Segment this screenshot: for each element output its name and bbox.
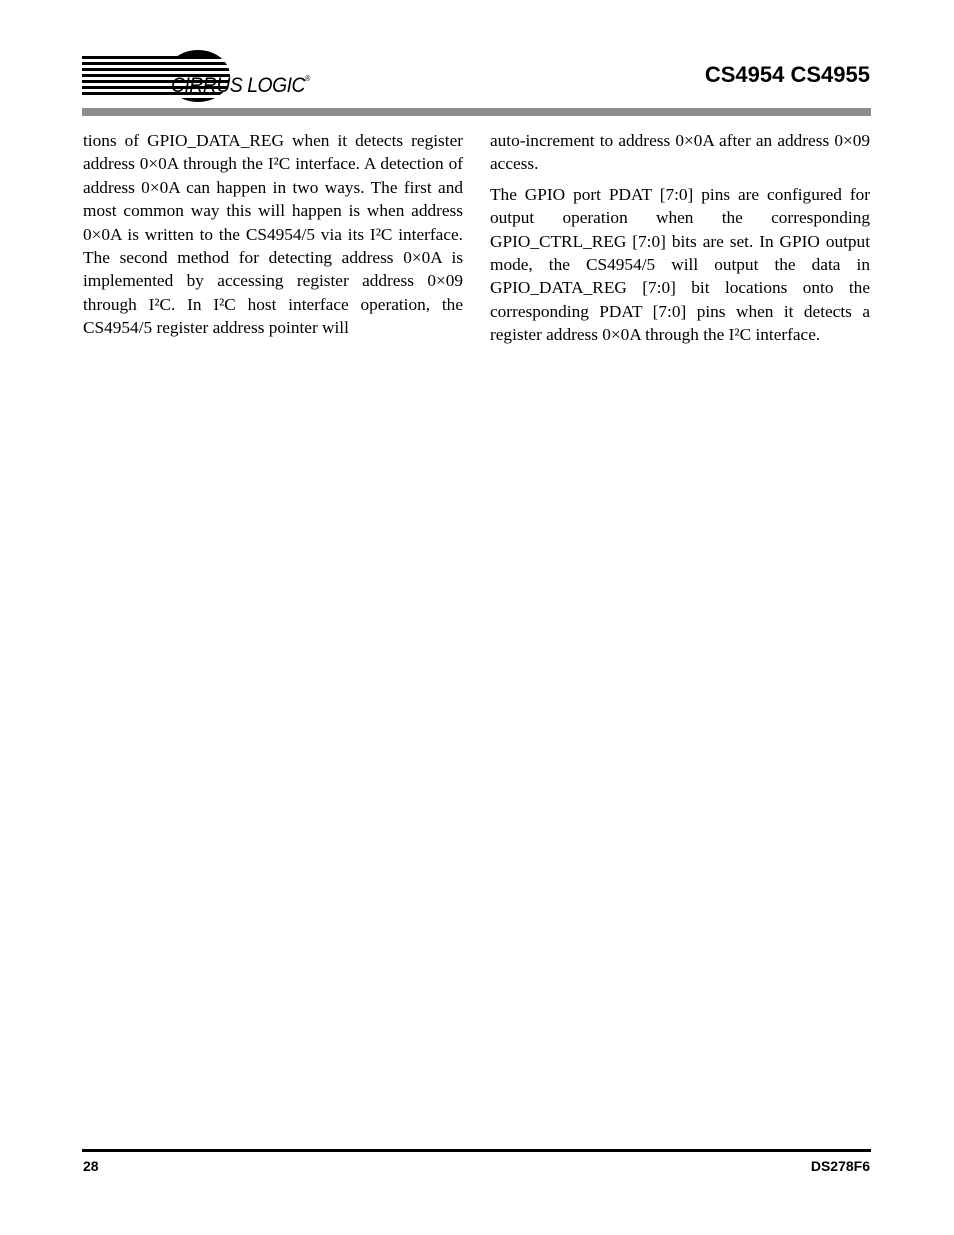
document-title: CS4954 CS4955	[704, 62, 870, 87]
left-column	[83, 129, 463, 347]
document-id: DS278F6	[810, 1158, 870, 1174]
footer-rule	[82, 1149, 871, 1152]
paragraph: auto-increment to address 0×0A after an address 0×09 access.	[490, 131, 870, 174]
paragraph: tions of GPIO_DATA_REG when it detects register address 0×0A through the I²C interface. A detection of address 0×0A can happen in two ways. The first and most common way this will happen is when address 0×0A is written to the CS4954/5 via its I²C interface. The second method for detecting address 0×0A is implemented by accessing register address 0×09 through I²C. In I²C host interface operation, the CS4954/5 register address pointer will	[83, 131, 463, 338]
header-rule	[82, 108, 871, 116]
logo-wordmark: CIRRUS LOGIC®	[171, 74, 311, 97]
right-column	[490, 129, 870, 354]
page-number: 28	[83, 1158, 99, 1174]
paragraph: The GPIO port PDAT [7:0] pins are configured for output operation when the corresponding GPIO_CTRL_REG [7:0] bits are set. In GPIO output mode, the CS4954/5 will output the data in GPIO_DATA_REG [7:0] bit locations onto the corresponding PDAT [7:0] pins when it detects a register address 0×0A through the I²C interface.	[490, 184, 870, 345]
